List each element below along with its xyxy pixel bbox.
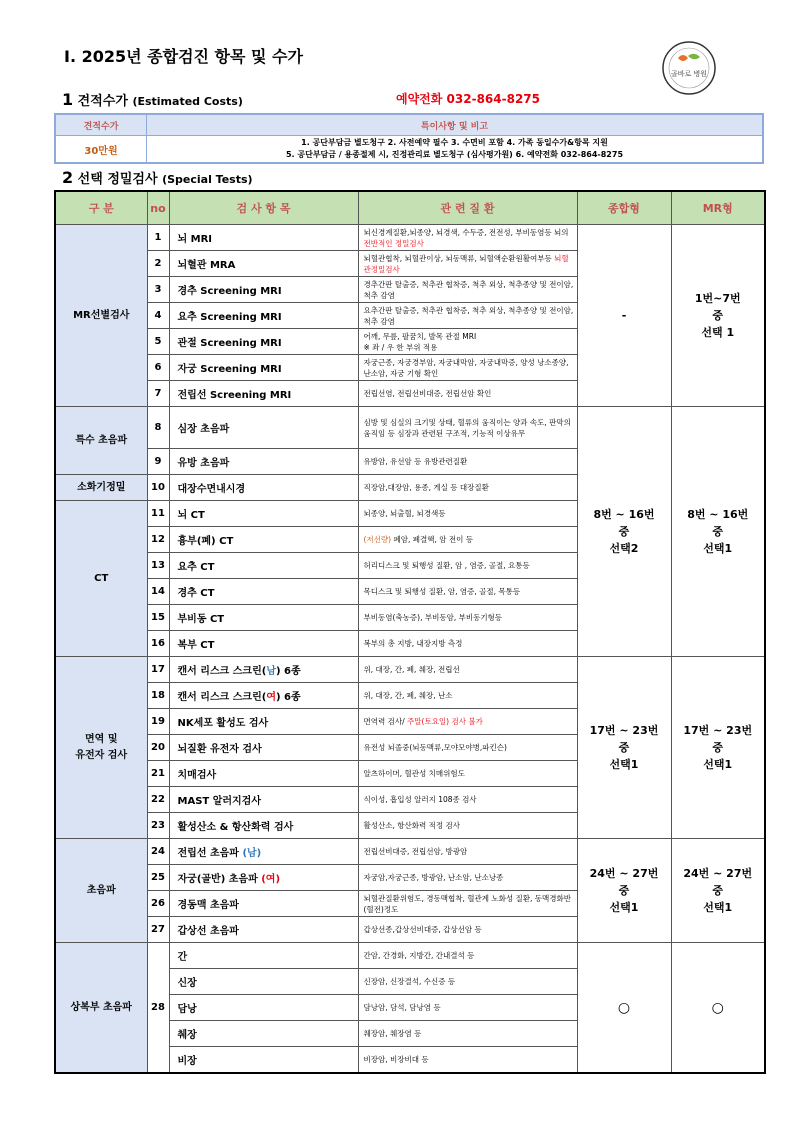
- estimate-notes: [147, 136, 764, 164]
- row-no: 10: [147, 475, 169, 501]
- row-item: 전립선 초음파 (남): [169, 839, 358, 865]
- row-disease: 위, 대장, 간, 폐, 췌장, 전립선: [358, 657, 577, 683]
- row-disease: 식이성, 흡입성 알러지 108종 검사: [358, 787, 577, 813]
- row-item: 담낭: [169, 995, 358, 1021]
- row-no: 20: [147, 735, 169, 761]
- row-no: 19: [147, 709, 169, 735]
- row-item: 캔서 리스크 스크린(남) 6종: [169, 657, 358, 683]
- logo-text: 골바로 병원: [670, 70, 708, 78]
- selection-mr-mid: 8번 ~ 16번 중 선택1: [671, 407, 765, 657]
- row-item: MAST 알러지검사: [169, 787, 358, 813]
- row-item: 활성산소 & 항산화력 검사: [169, 813, 358, 839]
- row-disease: 뇌혈관협착, 뇌혈관이상, 뇌동맥류, 뇌혈액순환원활여부등 뇌혈관정밀검사: [358, 251, 577, 277]
- row-item: 간: [169, 943, 358, 969]
- row-item: NK세포 활성도 검사: [169, 709, 358, 735]
- row-no: 15: [147, 605, 169, 631]
- section-number: 1: [62, 90, 74, 109]
- row-disease: 갑상선종,갑상선비대증, 갑상선암 등: [358, 917, 577, 943]
- estimate-table: [54, 113, 764, 164]
- row-disease: 어깨, 무릎, 팔꿈치, 발목 관절 MRI ※ 좌 / 우 한 부위 적용: [358, 329, 577, 355]
- row-disease: 활성산소, 항산화력 적정 검사: [358, 813, 577, 839]
- row-disease: 심방 및 심실의 크기및 상태, 혈류의 움직이는 양과 속도, 판막의 움직임 등 심장과 관련된 구조적, 기능적 이상유무: [358, 407, 577, 449]
- row-disease: 경추간판 탈출증, 척추관 협착증, 척추 외상, 척추종양 및 전이암, 척추 감염: [358, 277, 577, 303]
- row-no: 9: [147, 449, 169, 475]
- row-item: 전립선 Screening MRI: [169, 381, 358, 407]
- section-label-en: (Estimated Costs): [132, 95, 243, 108]
- row-item: 갑상선 초음파: [169, 917, 358, 943]
- row-disease: 자궁근종, 자궁경부암, 자궁내막암, 자궁내막증, 양성 낭소종양, 난소암, 자궁 기형 확인: [358, 355, 577, 381]
- row-disease: 담낭암, 담석, 담낭염 등: [358, 995, 577, 1021]
- hospital-logo: [661, 40, 717, 96]
- row-no: 5: [147, 329, 169, 355]
- selection-comprehensive-immune: 17번 ~ 23번 중 선택1: [577, 657, 671, 839]
- row-item: 대장수면내시경: [169, 475, 358, 501]
- row-disease: 알츠하이머, 혈관성 치매위험도: [358, 761, 577, 787]
- row-disease: 비장암, 비장비대 등: [358, 1047, 577, 1074]
- selection-mr-immune: 17번 ~ 23번 중 선택1: [671, 657, 765, 839]
- row-disease: 췌장암, 췌장염 등: [358, 1021, 577, 1047]
- row-no: 21: [147, 761, 169, 787]
- header-group: 구 분: [55, 191, 147, 225]
- row-no: 13: [147, 553, 169, 579]
- row-disease: (저선량) 폐암, 폐결핵, 암 전이 등: [358, 527, 577, 553]
- row-no: 11: [147, 501, 169, 527]
- row-item: 심장 초음파: [169, 407, 358, 449]
- row-no: 28: [147, 943, 169, 1074]
- row-disease: 요추간판 탈출증, 척추관 협착증, 척추 외상, 척추종양 및 전이암, 척추 감염: [358, 303, 577, 329]
- row-no: 27: [147, 917, 169, 943]
- row-disease: 유방암, 유선암 등 유방관련질환: [358, 449, 577, 475]
- row-item: 치매검사: [169, 761, 358, 787]
- row-no: 6: [147, 355, 169, 381]
- row-disease: 뇌혈관질환위험도, 경동맥협착, 혈관계 노화성 질환, 동맥경화반(혈전)정도: [358, 891, 577, 917]
- group-special-ultrasound: 특수 초음파: [55, 407, 147, 475]
- row-no: 24: [147, 839, 169, 865]
- header-disease: 관 련 질 환: [358, 191, 577, 225]
- group-upper-abdomen: 상복부 초음파: [55, 943, 147, 1074]
- row-disease: 부비동염(축농증), 부비동암, 부비동기형등: [358, 605, 577, 631]
- selection-comprehensive-abdomen: ○: [577, 943, 671, 1074]
- selection-comprehensive-us: 24번 ~ 27번 중 선택1: [577, 839, 671, 943]
- row-no: 18: [147, 683, 169, 709]
- row-item: 자궁 Screening MRI: [169, 355, 358, 381]
- header-mr: MR형: [671, 191, 765, 225]
- row-item: 캔서 리스크 스크린(여) 6종: [169, 683, 358, 709]
- header-item: 검 사 항 목: [169, 191, 358, 225]
- group-ultrasound: 초음파: [55, 839, 147, 943]
- row-no: 17: [147, 657, 169, 683]
- row-disease: 전립선염, 전립선비대증, 전립선암 확인: [358, 381, 577, 407]
- row-disease: 유전성 뇌졸중(뇌동맥류,모야모야병,파킨슨): [358, 735, 577, 761]
- row-item: 유방 초음파: [169, 449, 358, 475]
- row-no: 16: [147, 631, 169, 657]
- row-no: 26: [147, 891, 169, 917]
- row-item: 자궁(골반) 초음파 (여): [169, 865, 358, 891]
- row-no: 3: [147, 277, 169, 303]
- row-disease: 전립선비대증, 전립선암, 방광암: [358, 839, 577, 865]
- row-no: 12: [147, 527, 169, 553]
- row-no: 7: [147, 381, 169, 407]
- row-disease: 뇌신경계질환,뇌종양, 뇌경색, 수두증, 전전성, 부비동염등 뇌의 전반적인 정밀검사: [358, 225, 577, 251]
- section-estimated-costs: [62, 90, 243, 109]
- row-item: 흉부(폐) CT: [169, 527, 358, 553]
- row-no: 23: [147, 813, 169, 839]
- group-endoscopy: 소화기정밀: [55, 475, 147, 501]
- row-item: 요추 Screening MRI: [169, 303, 358, 329]
- row-no: 14: [147, 579, 169, 605]
- notes-line-1: 1. 공단부담금 별도청구 2. 사전예약 필수 3. 수면비 포함 4. 가족 동일수가&항목 지원: [301, 138, 608, 147]
- row-disease: 위, 대장, 간, 폐, 췌장, 난소: [358, 683, 577, 709]
- group-ct: CT: [55, 501, 147, 657]
- header-comprehensive: 종합형: [577, 191, 671, 225]
- group-immune-genetic: 면역 및 유전자 검사: [55, 657, 147, 839]
- row-disease: 뇌종양, 뇌출혈, 뇌경색등: [358, 501, 577, 527]
- notes-line-2: 5. 공단부담금 / 용종절제 시, 진정관리료 별도청구 (심사평가원) 6. 예약전화 032-864-8275: [285, 150, 624, 159]
- row-disease: 자궁암,자궁근종, 방광암, 난소암, 난소낭종: [358, 865, 577, 891]
- row-disease: 신장암, 신장결석, 수신증 등: [358, 969, 577, 995]
- row-item: 부비동 CT: [169, 605, 358, 631]
- row-item: 뇌혈관 MRA: [169, 251, 358, 277]
- row-item: 췌장: [169, 1021, 358, 1047]
- section-label-en: (Special Tests): [162, 173, 253, 186]
- row-disease: 직장암,대장암, 용종, 게실 등 대장질환: [358, 475, 577, 501]
- selection-mr-us: 24번 ~ 27번 중 선택1: [671, 839, 765, 943]
- selection-comprehensive-mid: 8번 ~ 16번 중 선택2: [577, 407, 671, 657]
- row-item: 경추 Screening MRI: [169, 277, 358, 303]
- reservation-phone: 예약전화 032-864-8275: [396, 92, 541, 106]
- row-disease: 목디스크 및 퇴행성 질환, 암, 염증, 골절, 목통등: [358, 579, 577, 605]
- row-no: 8: [147, 407, 169, 449]
- row-item: 뇌질환 유전자 검사: [169, 735, 358, 761]
- row-item: 비장: [169, 1047, 358, 1074]
- estimate-header-cost: 견적수가: [55, 114, 147, 136]
- row-item: 뇌 MRI: [169, 225, 358, 251]
- row-item: 복부 CT: [169, 631, 358, 657]
- row-disease: 허리디스크 및 퇴행성 질환, 암 , 염증, 골절, 요통등: [358, 553, 577, 579]
- estimate-header-notes: 특이사항 및 비고: [147, 114, 764, 136]
- selection-mr-mr: 1번~7번 중 선택 1: [671, 225, 765, 407]
- estimate-cost: 30만원: [55, 136, 147, 164]
- section-label: 견적수가: [77, 94, 128, 109]
- row-item: 요추 CT: [169, 553, 358, 579]
- selection-comprehensive-mr: -: [577, 225, 671, 407]
- row-disease: 간암, 간경화, 지방간, 간내결석 등: [358, 943, 577, 969]
- row-no: 1: [147, 225, 169, 251]
- row-item: 관절 Screening MRI: [169, 329, 358, 355]
- page-title: Ⅰ. 2025년 종합검진 항목 및 수가: [64, 47, 303, 66]
- row-item: 경동맥 초음파: [169, 891, 358, 917]
- row-no: 22: [147, 787, 169, 813]
- row-no: 4: [147, 303, 169, 329]
- group-mr-screening: MR선별검사: [55, 225, 147, 407]
- row-no: 2: [147, 251, 169, 277]
- row-item: 신장: [169, 969, 358, 995]
- row-disease: 복부의 총 지방, 내장지방 측정: [358, 631, 577, 657]
- header-no: no: [147, 191, 169, 225]
- selection-mr-abdomen: ○: [671, 943, 765, 1074]
- row-item: 뇌 CT: [169, 501, 358, 527]
- special-tests-table: [54, 190, 766, 1074]
- section-special-tests: [62, 168, 253, 187]
- row-disease: 면역력 검사/ 주말(토요일) 검사 불가: [358, 709, 577, 735]
- row-item: 경추 CT: [169, 579, 358, 605]
- row-no: 25: [147, 865, 169, 891]
- section-number: 2: [62, 168, 74, 187]
- section-label: 선택 정밀검사: [77, 172, 158, 187]
